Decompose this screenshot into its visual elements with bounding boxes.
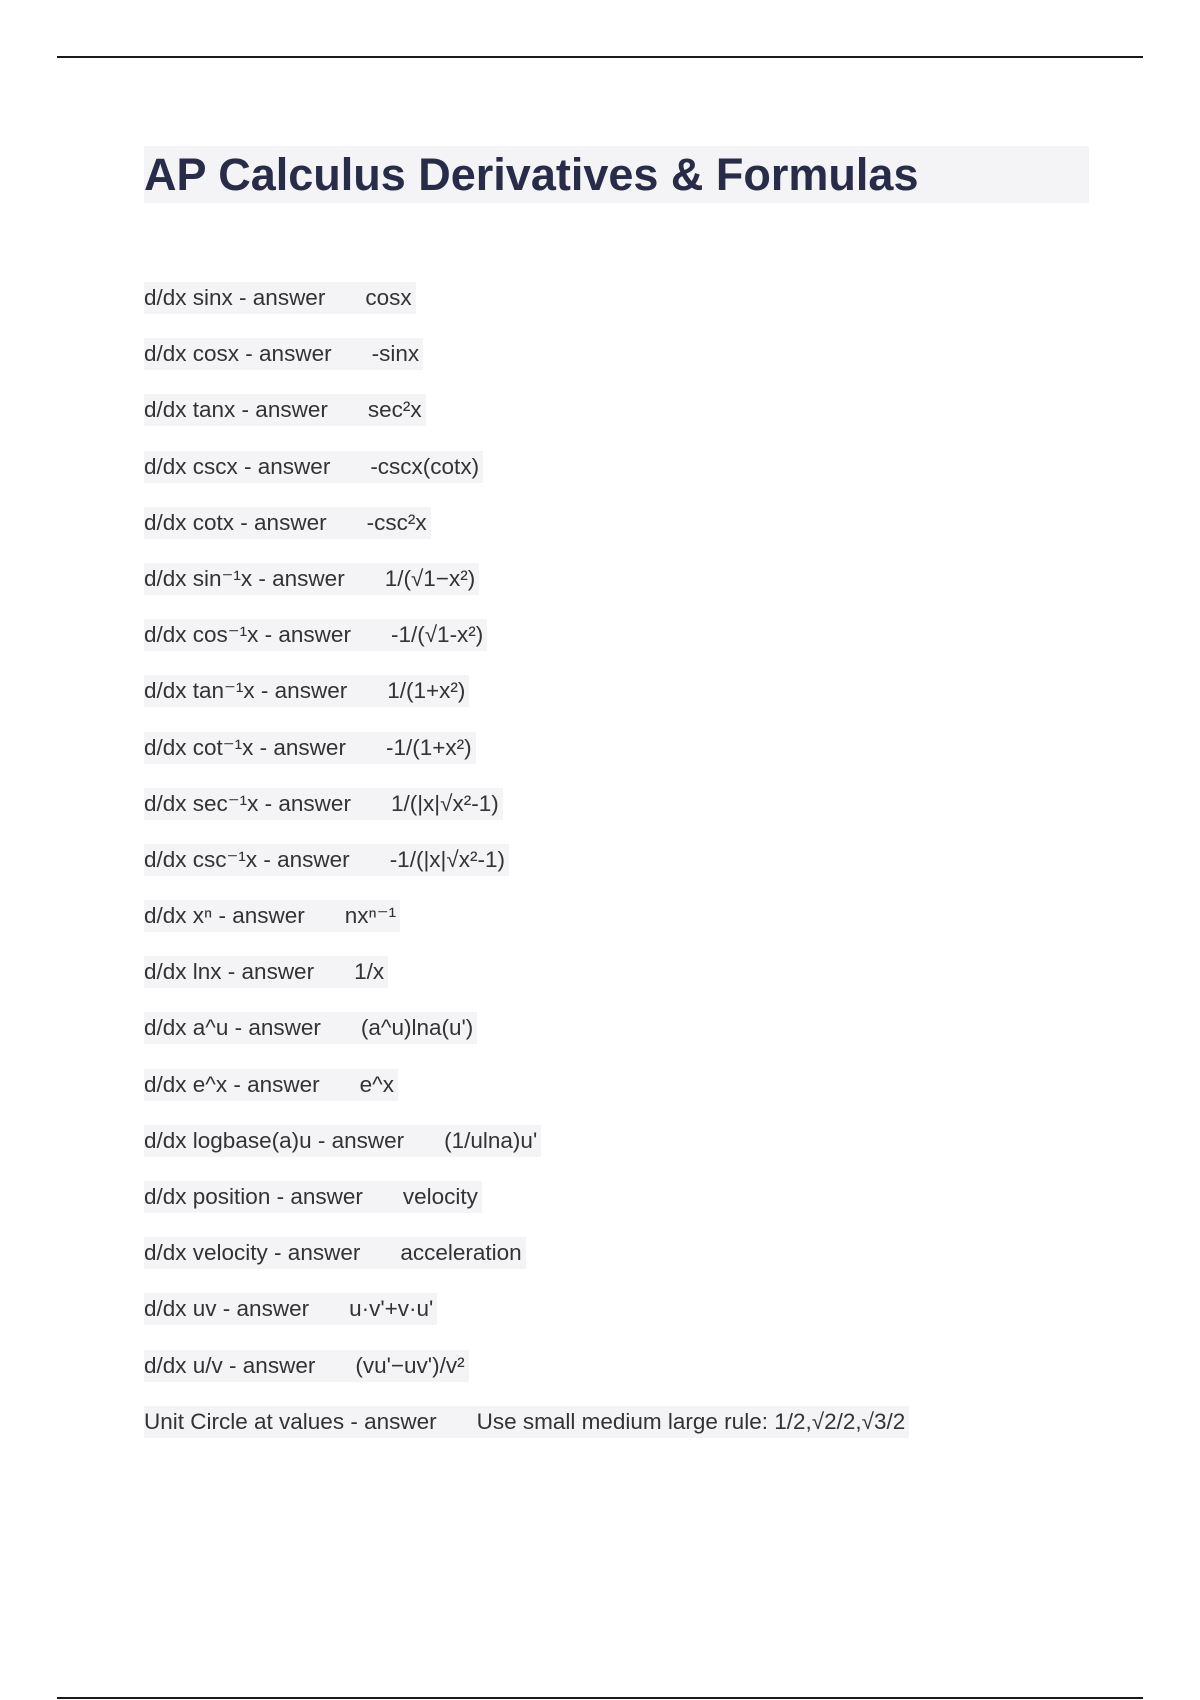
answer-text: e^x: [359, 1071, 394, 1097]
top-divider: [57, 56, 1143, 58]
qa-item: [144, 675, 1144, 731]
qa-line-highlight: [144, 1069, 398, 1101]
qa-line-highlight: [144, 507, 431, 539]
qa-item: [144, 844, 1144, 900]
question-text: d/dx position - answer: [144, 1184, 363, 1209]
answer-text: 1/(1+x²): [387, 678, 466, 704]
qa-item: [144, 1181, 1144, 1237]
question-text: d/dx velocity - answer: [144, 1240, 361, 1266]
question-text: d/dx cosx - answer: [144, 341, 332, 367]
qa-item: [144, 507, 1144, 563]
answer-text: sec²x: [367, 397, 422, 423]
question-text: d/dx cscx - answer: [144, 453, 331, 479]
qa-line-highlight: [144, 1237, 526, 1269]
answer-text: cosx: [365, 285, 412, 310]
answer-text: -1/(1+x²): [385, 734, 472, 760]
question-text: d/dx sinx - answer: [144, 285, 326, 310]
qa-item: [144, 732, 1144, 788]
qa-line-highlight: [144, 900, 400, 932]
question-text: d/dx a^u - answer: [144, 1015, 321, 1041]
answer-text: velocity: [402, 1184, 478, 1209]
question-text: d/dx cot⁻¹x - answer: [144, 734, 346, 760]
answer-text: -1/(|x|√x²-1): [389, 846, 505, 872]
qa-line-highlight: [144, 844, 509, 876]
qa-item: [144, 1350, 1144, 1406]
question-text: d/dx cos⁻¹x - answer: [144, 622, 351, 648]
qa-line-highlight: [144, 788, 503, 820]
qa-item: [144, 619, 1144, 675]
qa-item: [144, 1125, 1144, 1181]
qa-item: [144, 338, 1144, 394]
qa-item: [144, 1237, 1144, 1293]
qa-item: [144, 956, 1144, 1012]
qa-item: [144, 1069, 1144, 1125]
qa-item: [144, 563, 1144, 619]
question-text: d/dx xⁿ - answer: [144, 903, 305, 929]
title-highlight: [144, 146, 1089, 203]
question-text: d/dx e^x - answer: [144, 1071, 320, 1097]
qa-line-highlight: [144, 1012, 477, 1044]
qa-line-highlight: [144, 563, 479, 595]
answer-text: (1/ulna)u': [444, 1127, 538, 1153]
question-text: d/dx u/v - answer: [144, 1352, 316, 1378]
qa-item: [144, 788, 1144, 844]
qa-item: [144, 1406, 1144, 1462]
question-text: d/dx logbase(a)u - answer: [144, 1127, 405, 1153]
qa-item: [144, 1293, 1144, 1349]
question-text: d/dx csc⁻¹x - answer: [144, 846, 350, 872]
answer-text: 1/x: [354, 959, 385, 985]
qa-line-highlight: [144, 394, 426, 426]
question-text: d/dx sec⁻¹x - answer: [144, 790, 351, 816]
answer-text: 1/(√1−x²): [384, 565, 476, 591]
qa-line-highlight: [144, 675, 469, 707]
qa-item: [144, 394, 1144, 450]
answer-text: Use small medium large rule: 1/2,√2/2,√3/2: [476, 1408, 906, 1434]
qa-list: [144, 282, 1144, 1462]
question-text: d/dx tanx - answer: [144, 397, 328, 423]
document-title: AP Calculus Derivatives & Formulas: [144, 149, 919, 200]
answer-text: -csc²x: [366, 509, 427, 535]
qa-item: [144, 900, 1144, 956]
answer-text: 1/(|x|√x²-1): [390, 790, 499, 816]
qa-line-highlight: [144, 956, 388, 988]
qa-line-highlight: [144, 1293, 437, 1325]
answer-text: -cscx(cotx): [370, 453, 480, 479]
answer-text: -sinx: [371, 341, 420, 367]
qa-item: [144, 451, 1144, 507]
qa-line-highlight: [144, 1125, 541, 1157]
qa-line-highlight: [144, 732, 476, 764]
answer-text: nxⁿ⁻¹: [344, 903, 397, 929]
qa-line-highlight: [144, 282, 416, 314]
qa-line-highlight: [144, 1406, 909, 1438]
qa-line-highlight: [144, 338, 423, 370]
question-text: d/dx cotx - answer: [144, 509, 327, 535]
qa-line-highlight: [144, 619, 487, 651]
question-text: d/dx tan⁻¹x - answer: [144, 678, 348, 704]
qa-line-highlight: [144, 1350, 469, 1382]
qa-item: [144, 282, 1144, 338]
answer-text: u·v'+v·u': [349, 1296, 434, 1322]
question-text: d/dx uv - answer: [144, 1296, 310, 1322]
answer-text: acceleration: [400, 1240, 522, 1266]
qa-item: [144, 1012, 1144, 1068]
question-text: d/dx sin⁻¹x - answer: [144, 565, 345, 591]
qa-line-highlight: [144, 1181, 482, 1213]
question-text: Unit Circle at values - answer: [144, 1408, 437, 1434]
answer-text: (vu'−uv')/v²: [355, 1352, 465, 1378]
answer-text: -1/(√1-x²): [390, 622, 484, 648]
question-text: d/dx lnx - answer: [144, 959, 315, 985]
bottom-divider: [57, 1697, 1143, 1699]
answer-text: (a^u)lna(u'): [360, 1015, 474, 1041]
qa-line-highlight: [144, 451, 483, 483]
